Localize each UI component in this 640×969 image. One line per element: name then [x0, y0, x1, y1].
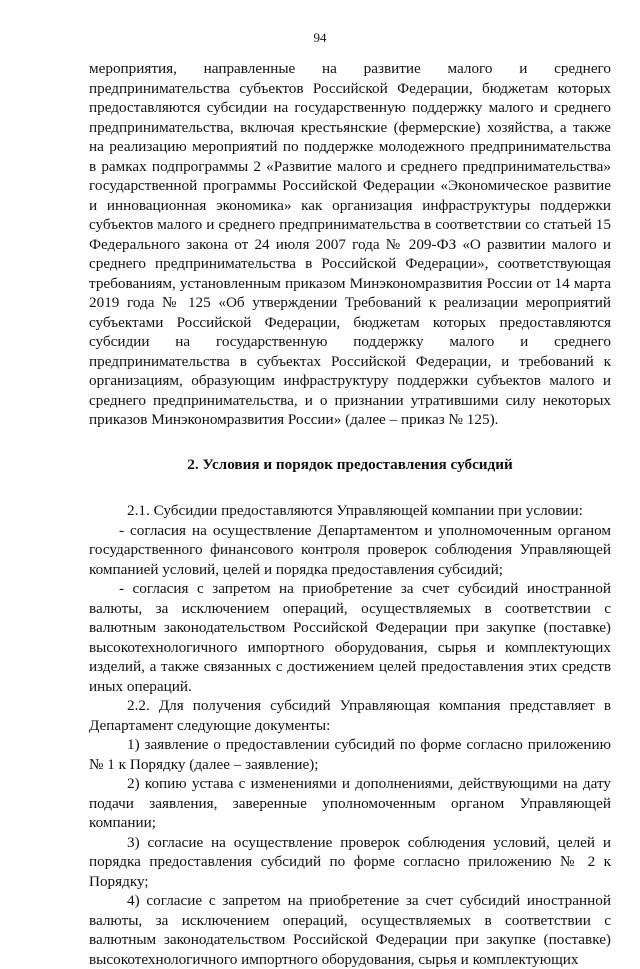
body-paragraph: мероприятия, направленные на развитие малого и среднего предпринимательства субъектов Российской Федерации, бюджетам которых предоставляются субсидии на государственную поддержку малого и среднего предпринимательства, включая крестьянские (фермерские) хозяйства, а также на реализацию мероприятий по поддержке молодежного предпринимательства в рамках подпрограммы 2 «Развитие малого и среднего предпринимательства» государственной программы Российской Федерации «Экономическое развитие и инновационная экономика» как организация инфраструктуры поддержки субъектов малого и среднего предпринимательства в соответствии со статьей 15 Федерального закона от 24 июля 2007 года № 209-ФЗ «О развитии малого и среднего предпринимательства в Российской Федерации», соответствующая требованиям, установленным приказом Минэкономразвития России от 14 марта 2019 года № 125 «Об утверждении Требований к реализации мероприятий субъектами Российской Федерации, бюджетам которых предоставляются субсидии на государственную поддержку малого и среднего предпринимательства в субъектах Российской Федерации, и требований к организациям, образующим инфраструктуру поддержки субъектов малого и среднего предпринимательства, и о признании утратившими силу некоторых приказов Минэкономразвития России» (далее – приказ № 125).	[89, 60, 611, 428]
document-list-item-4: 4) согласие с запретом на приобретение за счет субсидий иностранной валюты, за исключением операций, осуществляемых в соответствии с валютным законодательством Российской Федерации при закупке (поставке) высокотехнологичного импортного оборудования, сырья и комплектующих	[89, 892, 611, 968]
clause-2-1-condition-b: - согласия с запретом на приобретение за счет субсидий иностранной валюты, за исключением операций, осуществляемых в соответствии с валютным законодательством Российской Федерации при закупке (поставке) высокотехнологичного импортного оборудования, сырья и комплектующих изделий, а также связанных с достижением целей предоставления этих средств иных операций.	[89, 580, 611, 695]
document-list-item-1: 1) заявление о предоставлении субсидий по форме согласно приложению № 1 к Порядку (далее – заявление);	[89, 736, 611, 773]
document-body	[89, 59, 611, 969]
clause-2-1: 2.1. Субсидии предоставляются Управляющей компании при условии:	[127, 502, 583, 519]
document-list-item-2: 2) копию устава с изменениями и дополнениями, действующими на дату подачи заявления, заверенные уполномоченным органом Управляющей компании;	[89, 775, 611, 831]
section-heading: 2. Условия и порядок предоставления субсидий	[187, 455, 513, 473]
clause-2-1-condition-a: - согласия на осуществление Департаментом и уполномоченным органом государственного финансового контроля проверок соблюдения Управляющей компанией условий, целей и порядка предоставления субсидий;	[89, 521, 611, 578]
document-list-item-3: 3) согласие на осуществление проверок соблюдения условий, целей и порядка предоставления субсидий по форме согласно приложению № 2 к Порядку;	[89, 833, 611, 890]
page-number: 94	[313, 30, 327, 45]
clause-2-2: 2.2. Для получения субсидий Управляющая компания представляет в Департамент следующие документы:	[89, 697, 611, 734]
